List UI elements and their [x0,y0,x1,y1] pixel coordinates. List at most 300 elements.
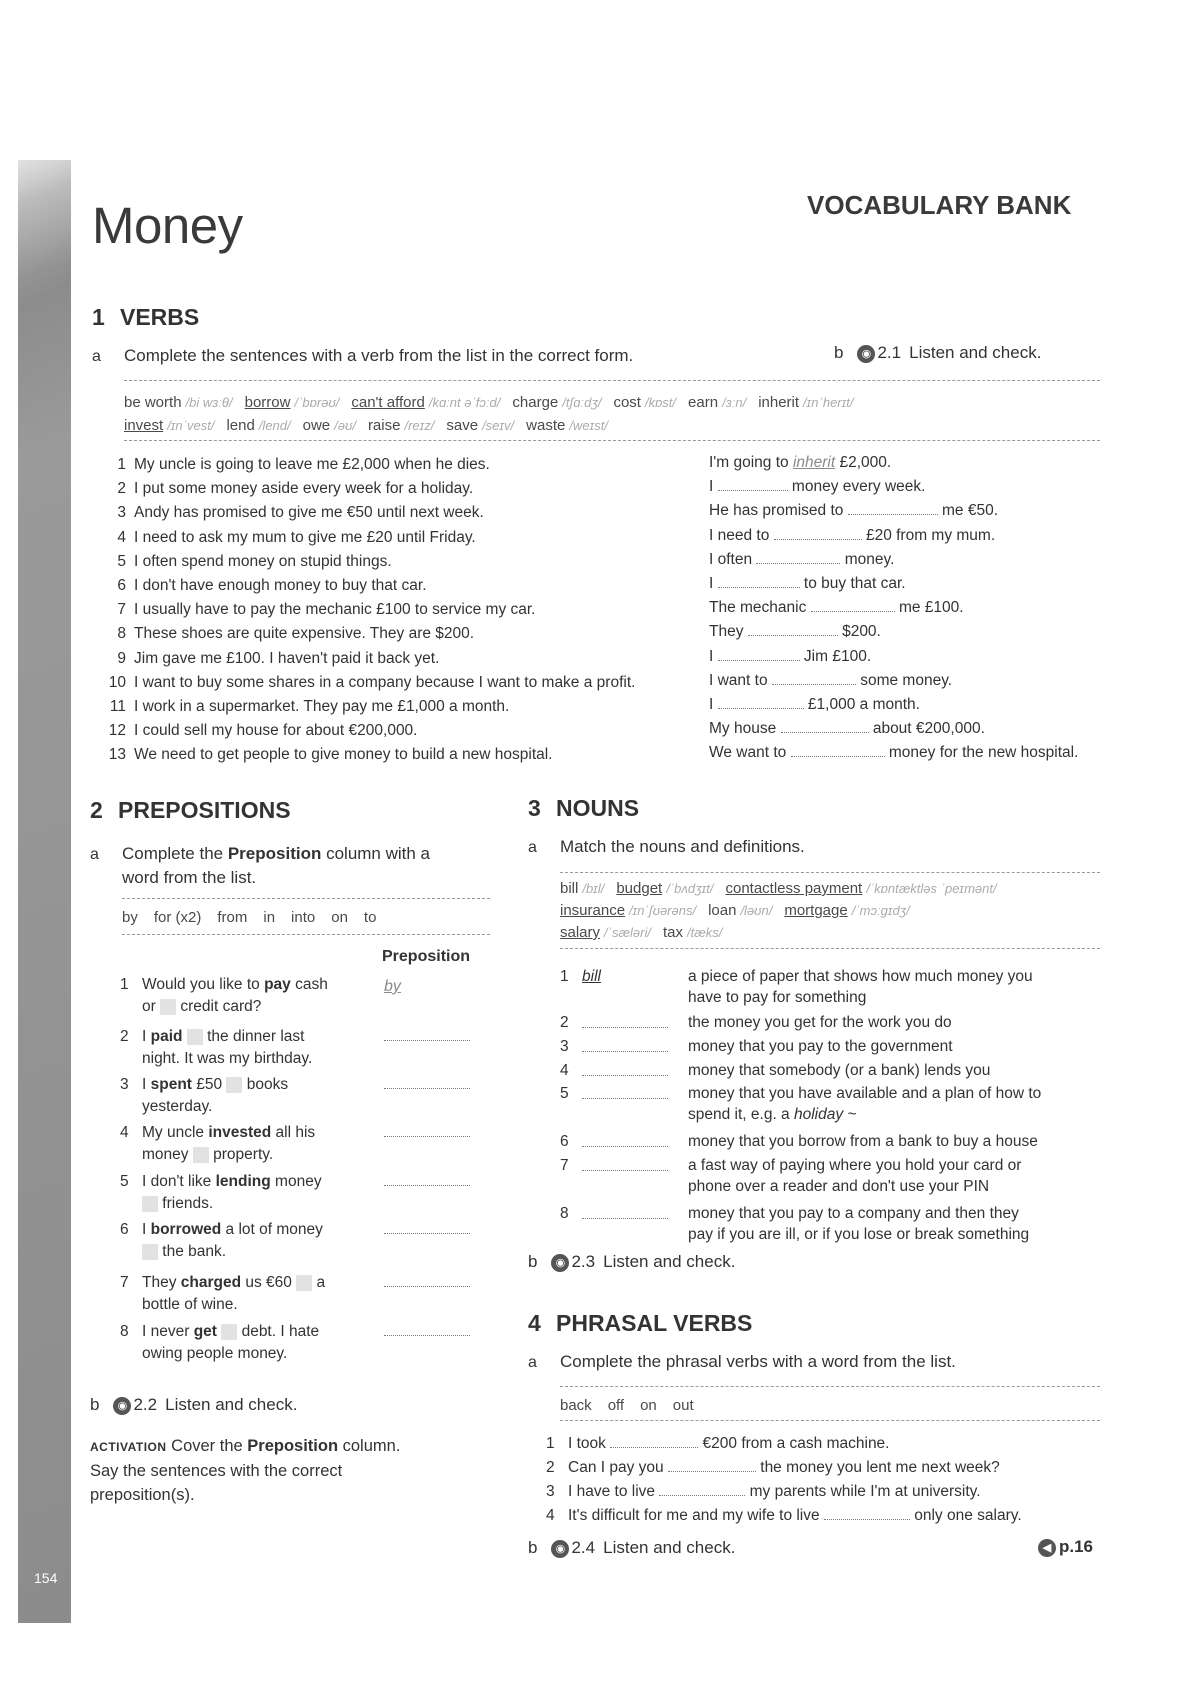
sentence-part: a [312,1274,326,1291]
instruction-text: Listen and check. [603,1538,736,1557]
verbs-item-rewrite [709,744,1078,762]
exercise-letter: b [834,343,844,362]
vocab-phonetic: /seɪv/ [482,418,515,433]
definition-text: money that you pay to the government [688,1038,953,1055]
rewrite-text: I [709,696,718,713]
rewrite-text: They [709,623,748,641]
divider [560,948,1100,949]
item-number: 4 [546,1507,555,1524]
exercise-letter: b [528,1538,538,1557]
item-sentence [142,1122,350,1166]
noun-definition [688,1203,1029,1245]
key-verb: paid [150,1028,183,1045]
item-number: 11 [109,698,126,715]
answer-blank[interactable] [781,720,869,733]
item-sentence: I need to ask my mum to give me £20 until Friday. [134,528,476,546]
answer-blank[interactable] [718,696,804,709]
preposition-answer-blank[interactable] [384,1185,470,1186]
item-number: 6 [120,1221,129,1238]
rewrite-text: I'm going to [709,454,793,471]
item-number: 12 [108,722,126,740]
verbs-item-sentence [104,480,473,498]
sentence-part: I [142,1076,151,1093]
vocab-word: cost [613,394,641,411]
item-sentence: We need to get people to give money to build a new hospital. [134,746,553,764]
item-number: 8 [120,1323,129,1340]
vocab-word: tax [662,924,683,941]
verbs-item-rewrite [709,575,906,593]
nouns-word-list-line1 [560,878,1009,900]
rewrite-text: My house [709,720,781,738]
sentence-part: I don't like [142,1173,216,1190]
verbs-item-sentence [104,601,536,619]
item-number: 2 [546,1459,555,1476]
activation-bold: Preposition [247,1437,339,1455]
verbs-item-sentence [104,698,509,716]
verbs-item-rewrite [709,672,952,690]
vocab-phonetic: /ɪnˈʃʊərəns/ [629,903,697,918]
vocab-word: loan [708,902,737,919]
phrasal-title: PHRASAL VERBS [556,1310,753,1336]
sentence-part: a lot of money [221,1221,323,1238]
noun-definition [688,1060,990,1081]
noun-answer-blank[interactable] [582,1075,668,1076]
activation-text: column. [338,1437,401,1455]
item-number: 7 [120,1274,129,1291]
definition-text: money that somebody (or a bank) lends you [688,1062,991,1079]
item-number: 9 [117,649,126,667]
preposition-answer-blank[interactable] [384,1286,470,1287]
preposition-answer-blank[interactable] [384,1040,470,1041]
answer-blank[interactable] [774,527,862,540]
noun-answer-blank[interactable] [582,1051,668,1052]
verbs-item-sentence [104,553,392,571]
vocab-word: invest [124,417,164,434]
rewrite-text: I want to [709,671,772,689]
preposition-item [120,1321,350,1365]
item-number: 13 [108,746,126,764]
vocab-word: on [640,1397,657,1414]
verbs-item-rewrite [709,720,985,738]
noun-definition [688,1012,952,1033]
noun-answer-blank[interactable] [582,1218,668,1219]
sentence-part: I [142,1028,151,1045]
rewrite-text: He has promised to [709,502,848,520]
vocab-word: borrow [244,394,291,411]
phrasal-instruction-b [528,1538,735,1558]
item-number: 5 [117,552,126,570]
vocab-word: lend [226,417,255,434]
sentence-part: yesterday. [142,1098,213,1115]
exercise-letter: a [90,846,99,863]
page-sidebar-stripe [18,160,71,1623]
verbs-heading [92,304,199,331]
item-number: 1 [546,1435,555,1452]
vocab-word: waste [526,417,566,434]
divider [560,1420,1100,1421]
item-sentence: I usually have to pay the mechanic £100 to service my car. [134,601,536,619]
item-number: 2 [560,1014,569,1031]
verbs-item-rewrite [709,478,925,496]
verbs-item-sentence [104,577,427,595]
vocab-word: in [263,909,276,926]
phrasal-instruction-a [528,1352,956,1372]
item-number: 2 [120,1028,129,1045]
item-sentence: I often spend money on stupid things. [134,552,392,570]
vocab-word: to [363,909,377,926]
sentence-part: or [142,998,161,1015]
sentence-part: us €60 [241,1274,297,1291]
sentence-part: money [270,1173,322,1190]
key-verb: borrowed [150,1221,222,1238]
vocab-word: be worth [124,394,182,411]
vocab-phonetic: /tʃɑːdʒ/ [562,395,602,410]
phrasal-verbs-heading [528,1310,752,1337]
vocab-word: by [122,909,138,926]
answer-gap[interactable] [221,1324,237,1340]
item-sentence: These shoes are quite expensive. They are $200. [134,625,475,643]
vocab-word: mortgage [784,902,848,919]
preposition-answer-blank[interactable] [384,1335,470,1336]
instruction-text: Listen and check. [165,1395,298,1414]
cd-audio-icon[interactable]: ◉ [551,1540,569,1558]
vocab-phonetic: /ləʊn/ [740,903,773,918]
sentence-part: Can I pay you [568,1459,668,1476]
prepositions-word-list [122,906,392,929]
item-number: 8 [117,625,126,643]
sentence-part: the money you lent me next week? [755,1459,1000,1476]
sentence-part: bottle of wine. [142,1296,238,1313]
nouns-instruction-a [528,837,805,857]
answer-blank[interactable] [756,551,840,564]
instruction-text: Match the nouns and definitions. [560,837,805,856]
vocab-phonetic: /ˈbʌdʒɪt/ [666,881,714,896]
answer-blank[interactable] [791,744,885,757]
noun-answer-blank[interactable] [582,1027,668,1028]
verbs-item-rewrite [709,551,894,569]
noun-answer-blank[interactable] [582,1146,668,1147]
sentence-part: I never [142,1323,194,1340]
rewrite-text: £2,000. [835,454,892,471]
item-number: 1 [560,968,569,985]
verbs-word-list-line1 [124,391,866,414]
verbs-item-sentence [104,625,474,643]
phrasal-item [546,1435,890,1453]
sentence-part: the dinner last [202,1028,305,1045]
verbs-word-list-line2 [124,414,620,437]
answer-gap[interactable] [160,999,176,1015]
vocab-word: into [291,909,316,926]
preposition-column-header: Preposition [382,948,471,965]
exercise-letter: b [90,1395,100,1414]
answer-blank[interactable] [668,1459,756,1472]
item-sentence [142,1321,350,1365]
item-number: 3 [117,504,126,522]
definition-text: money that you borrow from a bank to buy a house [688,1133,1038,1150]
preposition-item [120,1272,350,1316]
rewrite-text: I [709,478,718,496]
divider [122,898,490,899]
item-number: 4 [560,1062,569,1079]
item-sentence [142,1026,350,1070]
preposition-answer-blank[interactable] [384,1233,470,1234]
sentence-part: property. [208,1146,274,1163]
answer-blank[interactable] [848,502,938,515]
item-number: 5 [560,1085,569,1102]
vocab-phonetic: /bɪl/ [582,881,605,896]
phrasal-item [546,1507,1022,1525]
definition-text: a fast way of paying where you hold your card or [688,1157,1022,1174]
noun-answer: bill [582,968,601,985]
answer-blank[interactable] [811,599,895,612]
sentence-part: £50 [191,1076,227,1093]
item-number: 3 [120,1076,129,1093]
vocab-word: back [560,1397,592,1414]
answer-gap[interactable] [187,1029,203,1045]
rewrite-text: I need to [709,526,774,544]
item-number: 4 [117,528,126,546]
sentence-part: I have to live [568,1483,660,1500]
item-number: 2 [117,480,126,498]
audio-track-number: 2.1 [877,343,902,362]
vocab-phonetic: /reɪz/ [404,418,435,433]
page-reference: p.16 [1059,1537,1094,1556]
rewrite-text: to buy that car. [799,575,906,592]
answer-blank[interactable] [659,1483,745,1496]
answer-blank[interactable] [748,623,838,636]
item-sentence: I put some money aside every week for a holiday. [134,480,474,498]
definition-text: money that you have available and a plan of how to [688,1085,1042,1102]
key-verb: charged [180,1274,242,1291]
verbs-item-rewrite [709,648,871,666]
verbs-item-sentence [104,650,439,668]
vocab-phonetic: /bi wɜːθ/ [185,395,233,410]
page-reference-link[interactable] [1038,1537,1093,1557]
nouns-heading [528,795,639,822]
answer-blank[interactable] [718,648,800,661]
divider [560,1386,1100,1387]
answer-gap[interactable] [193,1147,209,1163]
answer-gap[interactable] [226,1077,242,1093]
verbs-instruction-b [834,343,1041,363]
sentence-part: €200 from a cash machine. [698,1435,890,1452]
rewrite-text: about €200,000. [868,720,985,738]
noun-definition [688,1131,1038,1152]
sentence-part: credit card? [176,998,262,1015]
nouns-number: 3 [528,795,541,821]
vocab-phonetic: /tæks/ [686,925,723,940]
answer-gap[interactable] [142,1196,158,1212]
verbs-item-rewrite [709,502,998,520]
phrasal-word-list [560,1394,710,1417]
vocab-word: out [672,1397,694,1414]
instruction-text: word from the list. [122,868,257,887]
item-sentence [142,1272,350,1316]
item-number: 7 [117,601,126,619]
answer-blank[interactable] [718,478,788,491]
item-sentence: Jim gave me £100. I haven't paid it back yet. [134,649,440,667]
answer-blank[interactable] [824,1507,910,1520]
noun-definition [688,1083,1041,1125]
verbs-item-rewrite [709,599,964,617]
verbs-item-sentence [104,722,418,740]
vocab-phonetic: /weɪst/ [569,418,608,433]
preposition-item [120,1122,350,1166]
sentence-part: all his [271,1124,316,1141]
vocab-phonetic: /əʊ/ [334,418,356,433]
sentence-part: I took [568,1435,611,1452]
rewrite-text: I often [709,550,757,568]
divider [560,872,1100,873]
sentence-part: They [142,1274,181,1291]
rewrite-text: We want to [709,744,791,762]
item-number: 7 [560,1157,569,1174]
item-number: 8 [560,1205,569,1222]
nouns-word-list-line2 [560,900,922,922]
rewrite-text: The mechanic [709,599,811,617]
page-number: 154 [34,1570,58,1586]
cd-audio-icon[interactable]: ◉ [857,345,875,363]
verbs-number: 1 [92,304,105,330]
preposition-item [120,1074,350,1118]
prepositions-number: 2 [90,797,103,823]
verbs-item-rewrite [709,623,881,641]
vocab-word: earn [688,394,719,411]
noun-answer-blank[interactable] [582,1170,668,1171]
instruction-text: Complete the [122,844,228,863]
prepositions-instruction-a [90,842,430,889]
answer-blank[interactable] [718,575,800,588]
page-title: Money [92,197,243,254]
nouns-instruction-b [528,1252,735,1272]
definition-text: money that you pay to a company and then they [688,1205,1019,1222]
prepositions-heading [90,797,291,824]
item-number: 3 [560,1038,569,1055]
vocab-phonetic: /ˈmɔːɡɪdʒ/ [851,903,910,918]
vocab-word: bill [560,880,579,897]
verbs-instruction-a [92,346,633,366]
key-verb: lending [215,1173,271,1190]
vocab-phonetic: /ɪnˈherɪt/ [803,395,854,410]
preposition-answer-blank[interactable] [384,1136,470,1137]
prepositions-title: PREPOSITIONS [118,797,291,823]
preposition-answer-blank[interactable] [384,1088,470,1089]
vocab-word: inherit [758,394,800,411]
vocab-word: can't afford [351,394,425,411]
item-number: 6 [117,577,126,594]
item-number: 5 [120,1173,129,1190]
vocab-word: salary [560,924,601,941]
verbs-item-sentence [104,746,553,764]
sentence-part: only one salary. [909,1507,1022,1524]
sentence-part: cash [290,976,328,993]
vocab-phonetic: /kɑːnt əˈfɔːd/ [428,395,501,410]
exercise-letter: a [528,839,537,856]
vocab-phonetic: /ˈsæləri/ [604,925,651,940]
sentence-part: friends. [158,1195,214,1212]
preposition-item [120,1026,350,1070]
vocab-word: on [331,909,348,926]
audio-track-number: 2.4 [571,1538,596,1557]
preposition-item [120,1171,350,1215]
rewrite-text: $200. [837,623,881,641]
exercise-letter: a [92,348,101,365]
key-verb: get [193,1323,217,1340]
activation-text: preposition(s). [90,1486,195,1504]
divider [122,934,490,935]
vocab-word: raise [367,417,401,434]
answer-gap[interactable] [142,1244,158,1260]
vocab-word: for (x2) [153,909,202,926]
rewrite-text: money every week. [787,478,926,496]
verbs-item-rewrite [709,527,995,545]
answer-gap[interactable] [296,1275,312,1291]
item-sentence: I don't have enough money to buy that car. [134,577,427,594]
vocab-phonetic: /ˈbɒrəʊ/ [294,395,340,410]
rewrite-text: I [709,647,718,665]
sentence-part: my parents while I'm at university. [745,1483,981,1500]
vocab-word: off [607,1397,625,1414]
preposition-item [120,1219,350,1263]
cd-audio-icon[interactable]: ◉ [113,1397,131,1415]
divider [124,380,1100,381]
verbs-title: VERBS [120,304,200,330]
rewrite-text: me €50. [937,502,999,520]
activation-text: Cover the [166,1437,248,1455]
noun-definition [688,1036,953,1057]
rewrite-text: some money. [855,671,953,689]
vocab-word: insurance [560,902,626,919]
definition-text: phone over a reader and don't use your PIN [688,1178,990,1195]
cd-audio-icon[interactable]: ◉ [551,1254,569,1272]
phrasal-item [546,1483,981,1501]
audio-track-number: 2.3 [571,1252,596,1271]
activation-label: ACTIVATION [90,1440,167,1454]
instruction-text: column with a [321,844,431,863]
sentence-part: My uncle [142,1124,209,1141]
exercise-letter: b [528,1252,538,1271]
sentence-part: debt. I hate [237,1323,320,1340]
verbs-item-rewrite [709,454,891,472]
audio-track-number: 2.2 [133,1395,158,1414]
instruction-text: Complete the sentences with a verb from the list in the correct form. [124,346,634,365]
rewrite-text: me £100. [894,599,964,617]
definition-text: the money you get for the work you do [688,1014,952,1031]
sentence-part: It's difficult for me and my wife to live [568,1507,824,1524]
item-sentence [142,974,350,1018]
noun-answer-blank[interactable] [582,1098,668,1099]
item-number: 1 [117,456,126,473]
vocab-word: budget [616,880,663,897]
nouns-word-list-line3 [560,922,734,944]
definition-text: a piece of paper that shows how much money you [688,968,1033,985]
sentence-part: books [242,1076,289,1093]
arrow-circle-icon: ◀ [1038,1539,1056,1557]
sentence-part: owing people money. [142,1345,288,1362]
definition-text: spend it, e.g. a [688,1106,794,1123]
answer-blank[interactable] [772,672,856,685]
vocab-word: from [217,909,248,926]
answer-example: inherit [792,454,836,471]
answer-blank[interactable] [610,1435,698,1448]
rewrite-text: money for the new hospital. [884,744,1079,762]
verbs-item-sentence [104,504,484,522]
rewrite-text: £1,000 a month. [803,696,920,713]
nouns-title: NOUNS [556,795,640,821]
verbs-item-sentence [104,674,635,692]
preposition-item [120,974,350,1018]
sentence-part: money [142,1146,193,1163]
